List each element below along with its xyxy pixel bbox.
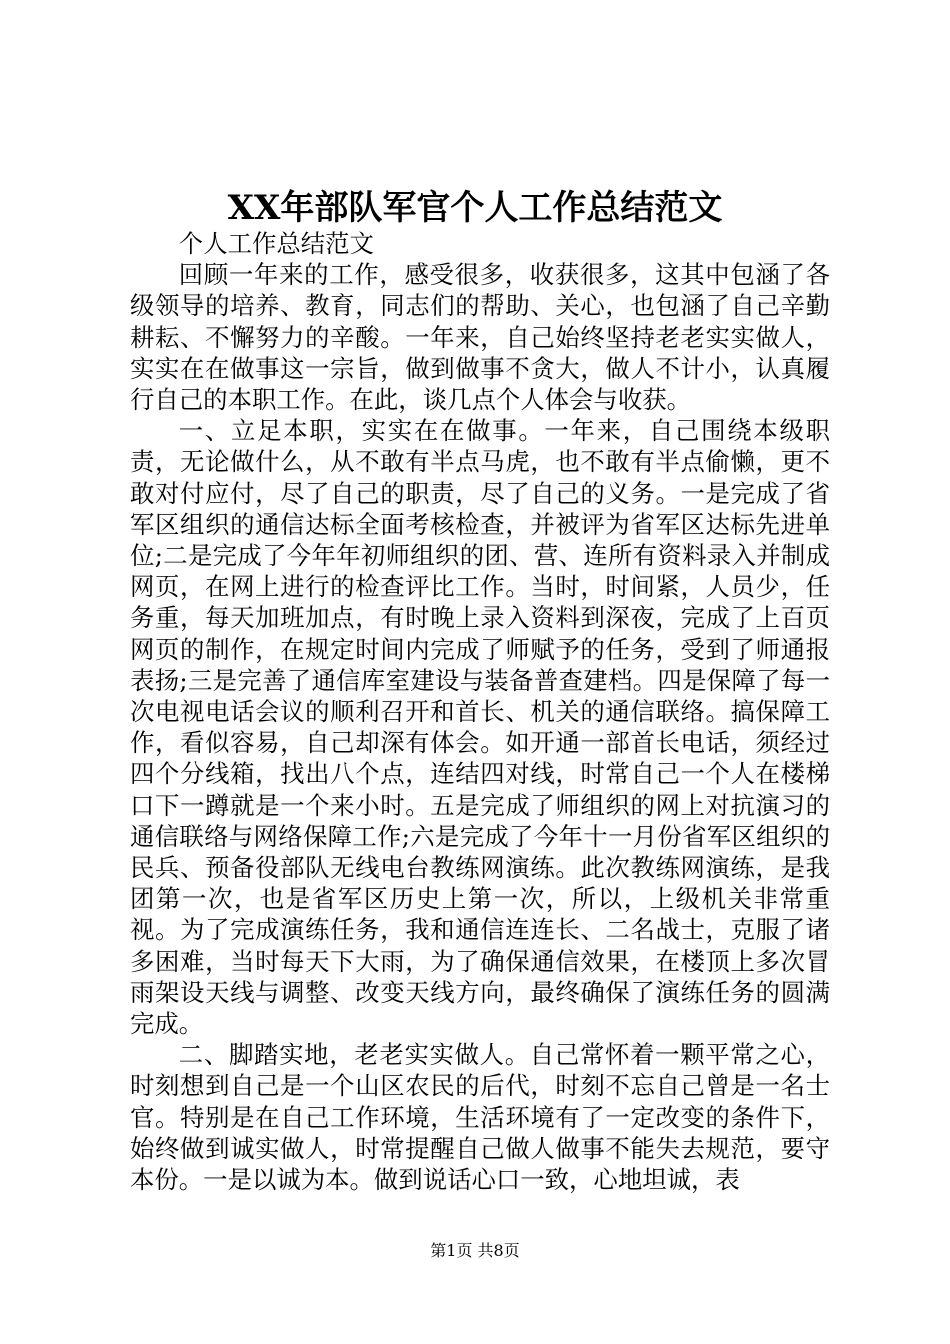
paragraph-heading: 个人工作总结范文 (178, 229, 374, 258)
paragraph-section-one: 一、立足本职，实实在在做事。一年来，自己围绕本级职责，无论做什么，从不敢有半点马虎，也不敢有半点偷懒，更不敢对付应付，尽了自己的职责，尽了自己的义务。一是完成了省军区组织的通信达标全面考核检查，并被评为省军区达标先进单位;二是完成了今年年初师组织的团、营、连所有资料录入并制成网页，在网上进行的检查评比工作。当时，时间紧，人员少，任务重，每天加班加点，有时晚上录入资料到深夜，完成了上百页网页的制作，在规定时间内完成了师赋予的任务，受到了师通报表扬;三是完善了通信库室建设与装备普查建档。四是保障了每一次电视电话会议的顺利召开和首长、机关的通信联络。搞保障工作，看似容易，自己却深有体会。如开通一部首长电话，须经过四个分线箱，找出八个点，连结四对线，时常自己一个人在楼梯口下一蹲就是一个来小时。五是完成了师组织的网上对抗演习的通信联络与网络保障工作;六是完成了今年十一月份省军区组织的民兵、预备役部队无线电台教练网演练。此次教练网演练，是我团第一次，也是省军区历史上第一次，所以，上级机关非常重视。为了完成演练任务，我和通信连连长、二名战士，克服了诸多困难，当时每天下大雨，为了确保通信效果，在楼顶上多次冒雨架设天线与调整、改变天线方向，最终确保了演练任务的圆满完成。 (130, 416, 830, 1039)
document-title: XX年部队军官个人工作总结范文 (227, 188, 723, 228)
paragraph-intro: 回顾一年来的工作，感受很多，收获很多，这其中包涵了各级领导的培养、教育，同志们的帮助、关心，也包涵了自己辛勤耕耘、不懈努力的辛酸。一年来，自己始终坚持老老实实做人，实实在在做事这一宗旨，做到做事不贪大，做人不计小，认真履行自己的本职工作。在此，谈几点个人体会与收获。 (130, 260, 830, 415)
page-footer: 第1页 共8页 (430, 1241, 520, 1260)
paragraph-section-two: 二、脚踏实地，老老实实做人。自己常怀着一颗平常之心，时刻想到自己是一个山区农民的后代，时刻不忘自己曾是一名士官。特别是在自己工作环境，生活环境有了一定改变的条件下，始终做到诚实做人，时常提醒自己做人做事不能失去规范，要守本份。一是以诚为本。做到说话心口一致，心地坦诚，表 (130, 1040, 830, 1195)
document-body (130, 228, 830, 1195)
